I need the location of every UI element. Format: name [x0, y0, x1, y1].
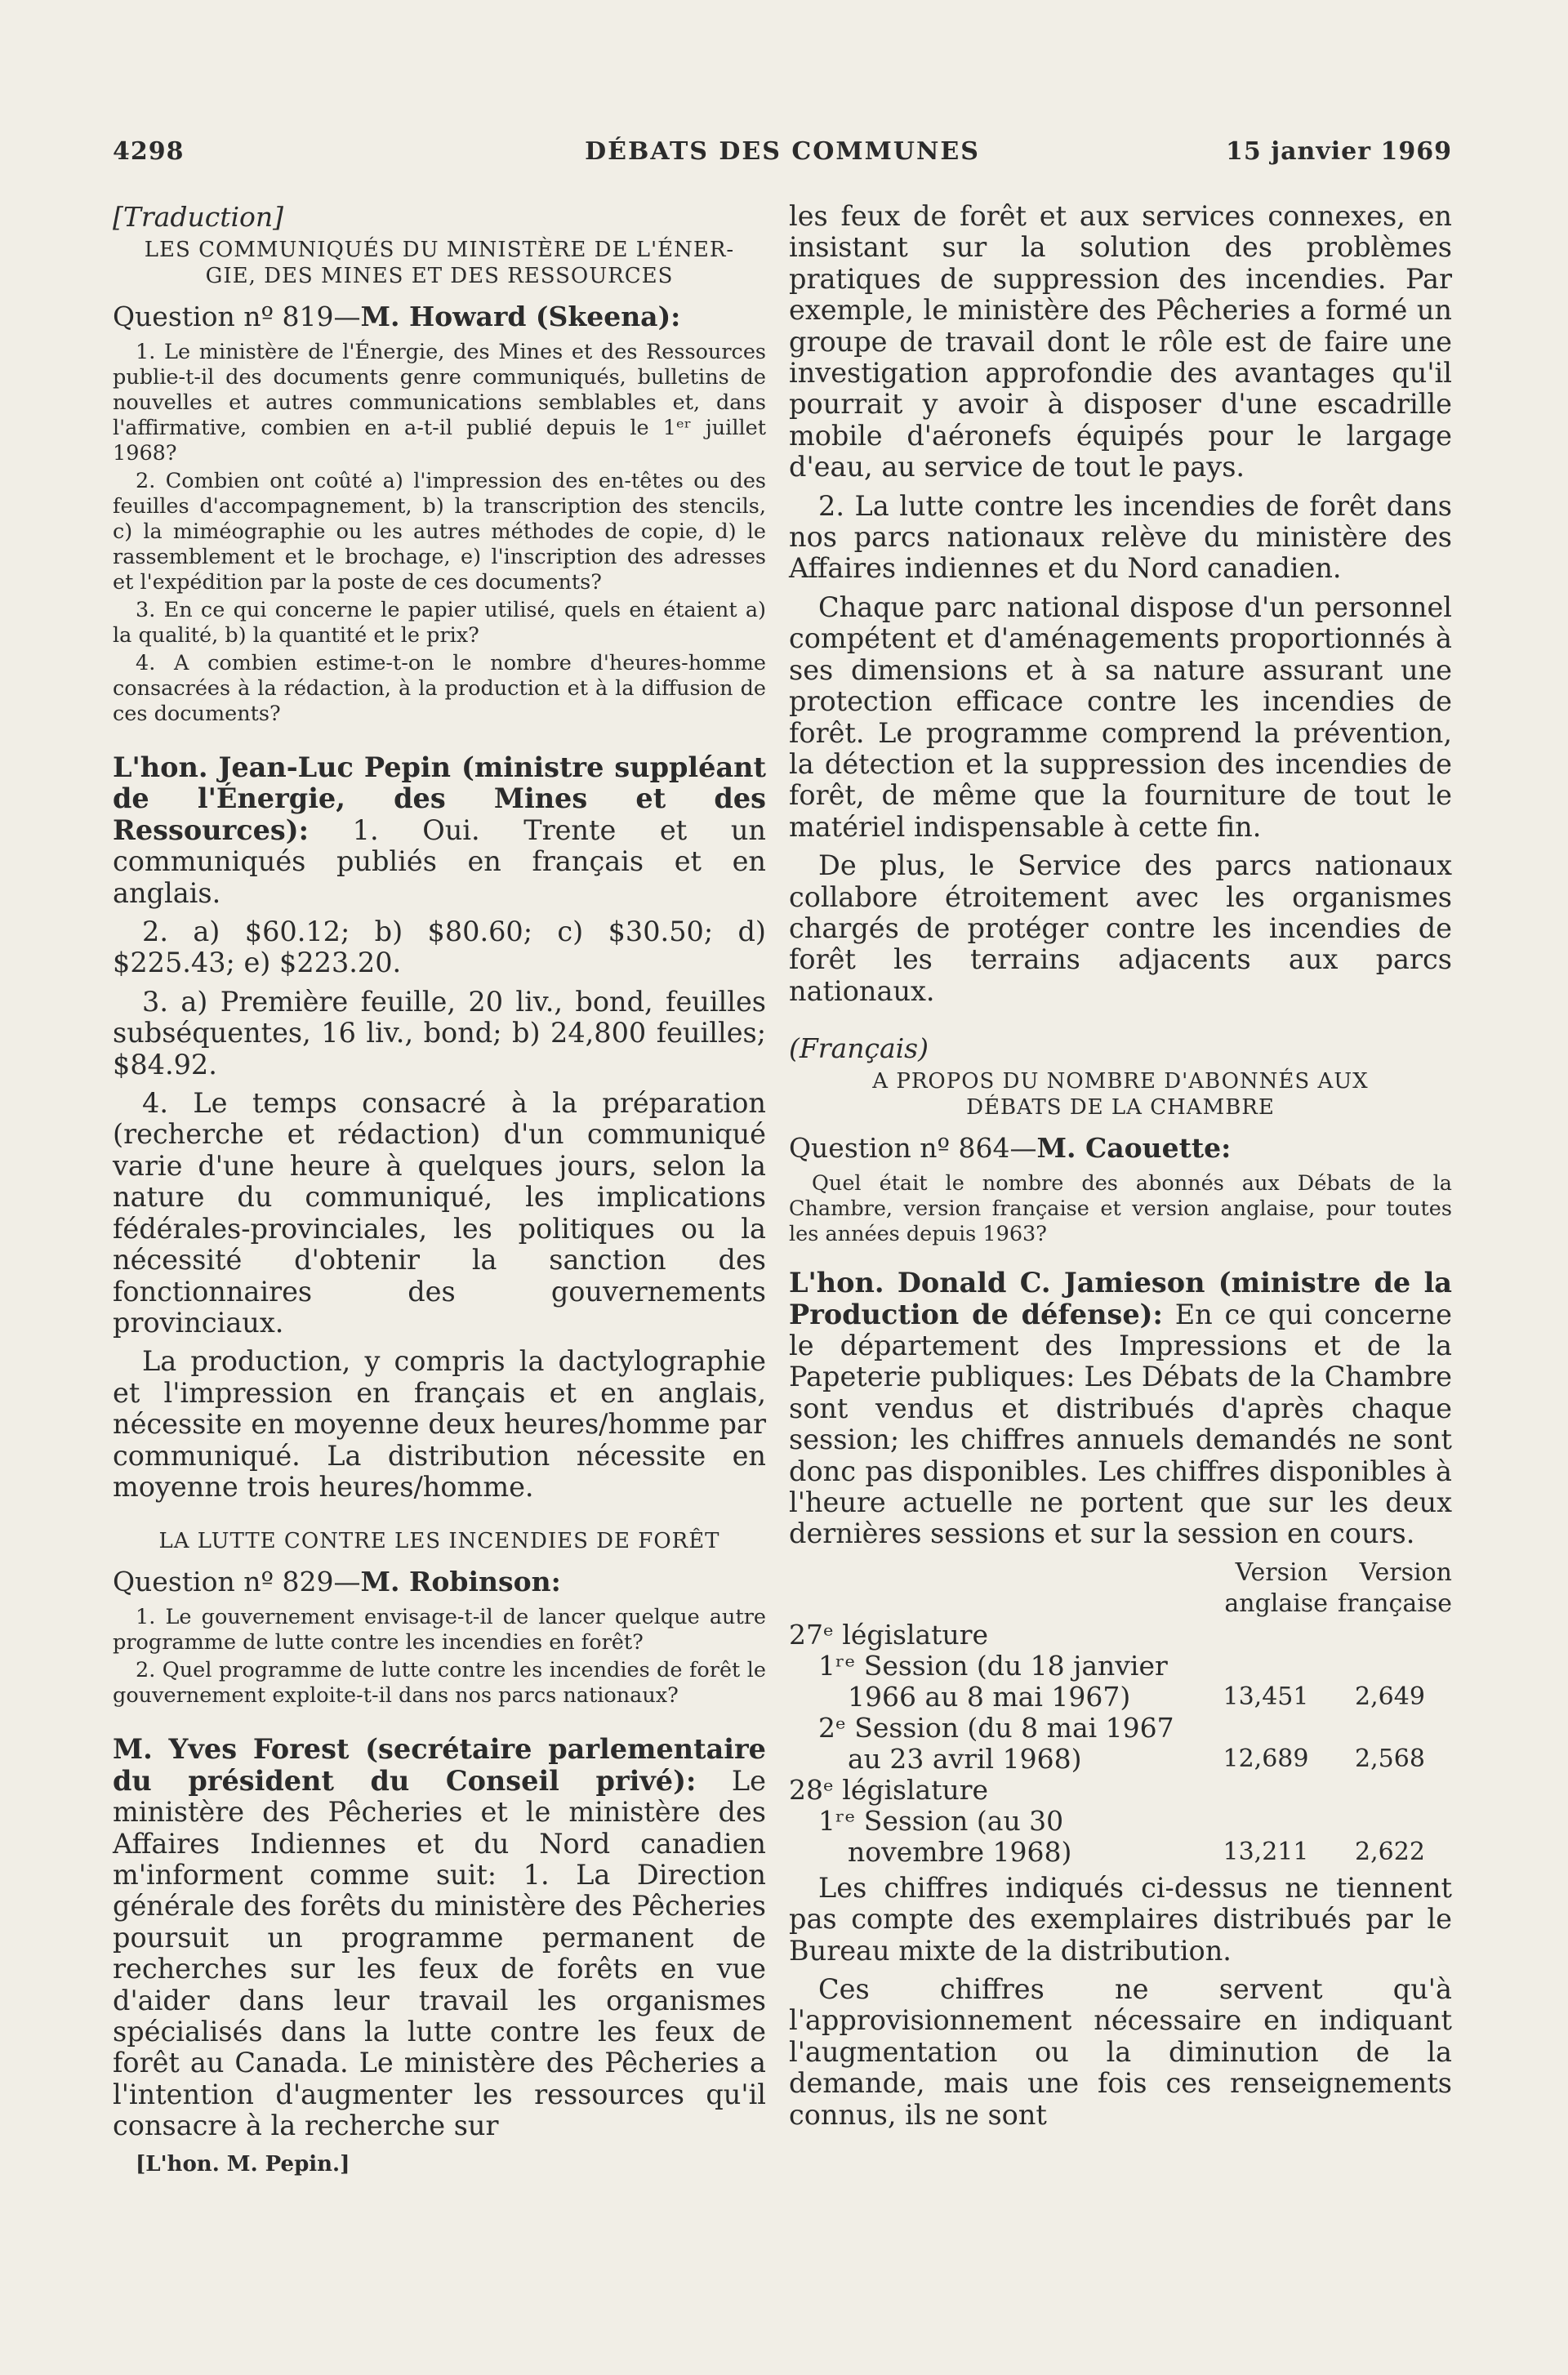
table-header-row — [789, 1589, 1452, 1620]
traduction-label: [Traduction] — [113, 201, 284, 233]
answer-paragraph: 3. a) Première feuille, 20 liv., bond, feuilles subséquentes, 16 liv., bond; b) 24,800 feuilles; $84.92. — [113, 985, 766, 1081]
francais-label: (Français) — [789, 1032, 929, 1065]
table-row — [789, 1806, 1452, 1837]
section-heading-incendies: LA LUTTE CONTRE LES INCENDIES DE FORÊT — [158, 1529, 720, 1554]
table-header-cell: française — [1337, 1589, 1452, 1618]
question-member: M. Howard (Skeena): — [360, 301, 681, 332]
answer-text: Le ministère des Pêcheries et le ministère des Affaires Indiennes et du Nord canadien m'informent comme suit: 1. La Direction générale des forêts du ministère des Pêcheries poursuit un programme permanent de recherches sur les feux de forêts en vue d'aider dans leur travail les organismes spécialisés dans la lutte contre les feux de forêt au Canada. Le ministère des Pêcheries a l'intention d'augmenter les ressources qu'il consacre à la recherche sur — [113, 1764, 766, 2142]
answer-paragraph: 2. La lutte contre les incendies de forêt dans nos parcs nationaux relève du ministère des Affaires indiennes et du Nord canadien. — [789, 489, 1452, 585]
column-footer-note: [L'hon. M. Pepin.] — [136, 2151, 350, 2177]
question-item: 1. Le gouvernement envisage-t-il de lancer quelque autre programme de lutte contre les incendies en forêt? — [113, 1605, 766, 1655]
answer-819 — [113, 752, 766, 909]
table-header-cell: Version — [1235, 1557, 1328, 1587]
continued-paragraph: les feux de forêt et aux services connexes, en insistant sur la solution des problèmes pratiques de suppression des incendies. Par exemple, le ministère des Pêcheries a formé un groupe de travail dont le rôle est de faire une investigation approfondie des avantages qu'il pourrait y avoir à disposer d'une escadrille mobile d'aéronefs équipés pour le largage d'eau, au service de tout le pays. — [789, 200, 1452, 483]
right-column — [789, 201, 1452, 2138]
session-label: 1ʳᵉ Session (du 18 janvier — [818, 1649, 1168, 1682]
question-864: Question nº 864—M. Caouette: — [789, 1132, 1232, 1165]
question-item: 1. Le ministère de l'Énergie, des Mines et des Ressources publie-t-il des documents genre communiqués, bulletins de nouvelles et autres communications semblables et, dans l'affirmative, combien en a-t-il publié depuis le 1ᵉʳ juillet 1968? — [113, 340, 766, 466]
answer-paragraph: 2. a) $60.12; b) $80.60; c) $30.50; d) $225.43; e) $223.20. — [113, 916, 766, 979]
question-819: Question nº 819—M. Howard (Skeena): — [113, 301, 681, 332]
table-cell: 12,689 — [1223, 1744, 1309, 1773]
question-member: M. Robinson: — [360, 1566, 561, 1598]
table-row — [789, 1682, 1452, 1713]
section-heading-communiques: LES COMMUNIQUÉS DU MINISTÈRE DE L'ÉNER- GIE, DES MINES ET DES RESSOURCES — [144, 238, 735, 288]
answer-paragraph: Ces chiffres ne servent qu'à l'approvisionnement nécessaire en indiquant l'augmentation ou la diminution de la demande, mais une fois ces renseignements connus, ils ne sont — [789, 1973, 1452, 2131]
table-cell: 2,568 — [1355, 1744, 1425, 1773]
table-row — [789, 1837, 1452, 1868]
table-cell: 13,211 — [1223, 1837, 1309, 1866]
page-number: 4298 — [113, 137, 185, 166]
speaker-name: M. Yves Forest (secrétaire parlementaire du président du Conseil privé): — [113, 1733, 766, 1797]
question-item: 2. Combien ont coûté a) l'impression des en-têtes ou des feuilles d'accompagnement, b) la transcription des stencils, c) la miméographie ou les autres méthodes de copie, d) le rassemblement et le brochage, e) l'inscription des adresses et l'expédition par la poste de ces documents? — [113, 469, 766, 595]
table-row — [789, 1744, 1452, 1775]
answer-829 — [113, 1734, 766, 2141]
question-item: 4. A combien estime-t-on le nombre d'heures-homme consacrées à la rédaction, à la production et à la diffusion de ces documents? — [113, 651, 766, 726]
answer-paragraph: 4. Le temps consacré à la préparation (recherche et rédaction) d'un communiqué varie d'une heure à quelques jours, selon la nature du communiqué, les implications fédérales-provinciales, les politiques ou la nécessité d'obtenir la sanction des fonctionnaires des gouvernements provinciaux. — [113, 1087, 766, 1339]
table-cell: 2,622 — [1355, 1837, 1425, 1866]
table-header-cell: Version — [1359, 1557, 1452, 1587]
table-header-cell: anglaise — [1224, 1589, 1328, 1618]
table-header-row — [789, 1557, 1452, 1589]
page-header — [113, 137, 1452, 176]
section-heading-abonnes: A PROPOS DU NOMBRE D'ABONNÉS AUX DÉBATS DE LA CHAMBRE — [872, 1069, 1369, 1121]
legislature-label: 28ᵉ législature — [789, 1773, 989, 1806]
answer-text: 1. Oui. Trente et un communiqués publiés en français et en anglais. — [113, 813, 766, 909]
table-row — [789, 1775, 1452, 1806]
answer-paragraph: La production, y compris la dactylographie et l'impression en français et en anglais, nécessite en moyenne deux heures/homme par communiqué. La distribution nécessite en moyenne trois heures/homme. — [113, 1345, 766, 1503]
table-row — [789, 1713, 1452, 1744]
speaker-name: L'hon. Donald C. Jamieson (ministre de la Production de défense): — [789, 1267, 1452, 1330]
page-date: 15 janvier 1969 — [1226, 137, 1452, 166]
legislature-label: 27ᵉ législature — [789, 1618, 989, 1651]
question-item: 2. Quel programme de lutte contre les incendies de forêt le gouvernement exploite-t-il dans nos parcs nationaux? — [113, 1658, 766, 1709]
answer-paragraph: Chaque parc national dispose d'un personnel compétent et d'aménagements proportionnés à ses dimensions et à sa nature assurant une protection efficace contre les incendies de forêt. Le programme comprend la prévention, la détection et la suppression des incendies de forêt, de même que la fourniture de tout le matériel indispensable à cette fin. — [789, 590, 1452, 843]
session-label: 1ʳᵉ Session (au 30 — [818, 1804, 1064, 1837]
question-829: Question nº 829—M. Robinson: — [113, 1566, 561, 1598]
question-item: 3. En ce qui concerne le papier utilisé, quels en étaient a) la qualité, b) la quantité et le prix? — [113, 598, 766, 648]
subscribers-table — [789, 1557, 1452, 1868]
question-member: M. Caouette: — [1036, 1132, 1232, 1165]
answer-paragraph: De plus, le Service des parcs nationaux collabore étroitement avec les organismes chargés de protéger contre les incendies de forêt les terrains adjacents aux parcs nationaux. — [789, 849, 1452, 1007]
question-item: Quel était le nombre des abonnés aux Débats de la Chambre, version française et version anglaise, pour toutes les années depuis 1963? — [789, 1171, 1452, 1247]
session-label: novembre 1968) — [848, 1835, 1072, 1868]
session-label: 2ᵉ Session (du 8 mai 1967 — [818, 1711, 1174, 1744]
speaker-name: L'hon. Jean-Luc Pepin (ministre suppléant de l'Énergie, des Mines et des Ressources): — [113, 751, 766, 846]
session-label: 1966 au 8 mai 1967) — [848, 1680, 1131, 1713]
answer-paragraph: Les chiffres indiqués ci-dessus ne tiennent pas compte des exemplaires distribués par le Bureau mixte de la distribution. — [789, 1871, 1452, 1967]
table-cell: 13,451 — [1223, 1682, 1309, 1711]
table-row — [789, 1620, 1452, 1651]
table-row — [789, 1651, 1452, 1682]
session-label: au 23 avril 1968) — [848, 1742, 1082, 1775]
publication-title: DÉBATS DES COMMUNES — [585, 137, 980, 166]
answer-text: En ce qui concerne le département des Impressions et de la Papeterie publiques: Les Débats de la Chambre sont vendus et distribués d'après chaque session; les chiffres annuels demandés ne sont donc pas disponibles. Les chiffres disponibles à l'heure actuelle ne portent que sur les deux dernières sessions et sur la session en cours. — [789, 1298, 1452, 1550]
left-column — [113, 201, 766, 2178]
answer-864 — [789, 1268, 1452, 1550]
table-cell: 2,649 — [1355, 1682, 1425, 1711]
